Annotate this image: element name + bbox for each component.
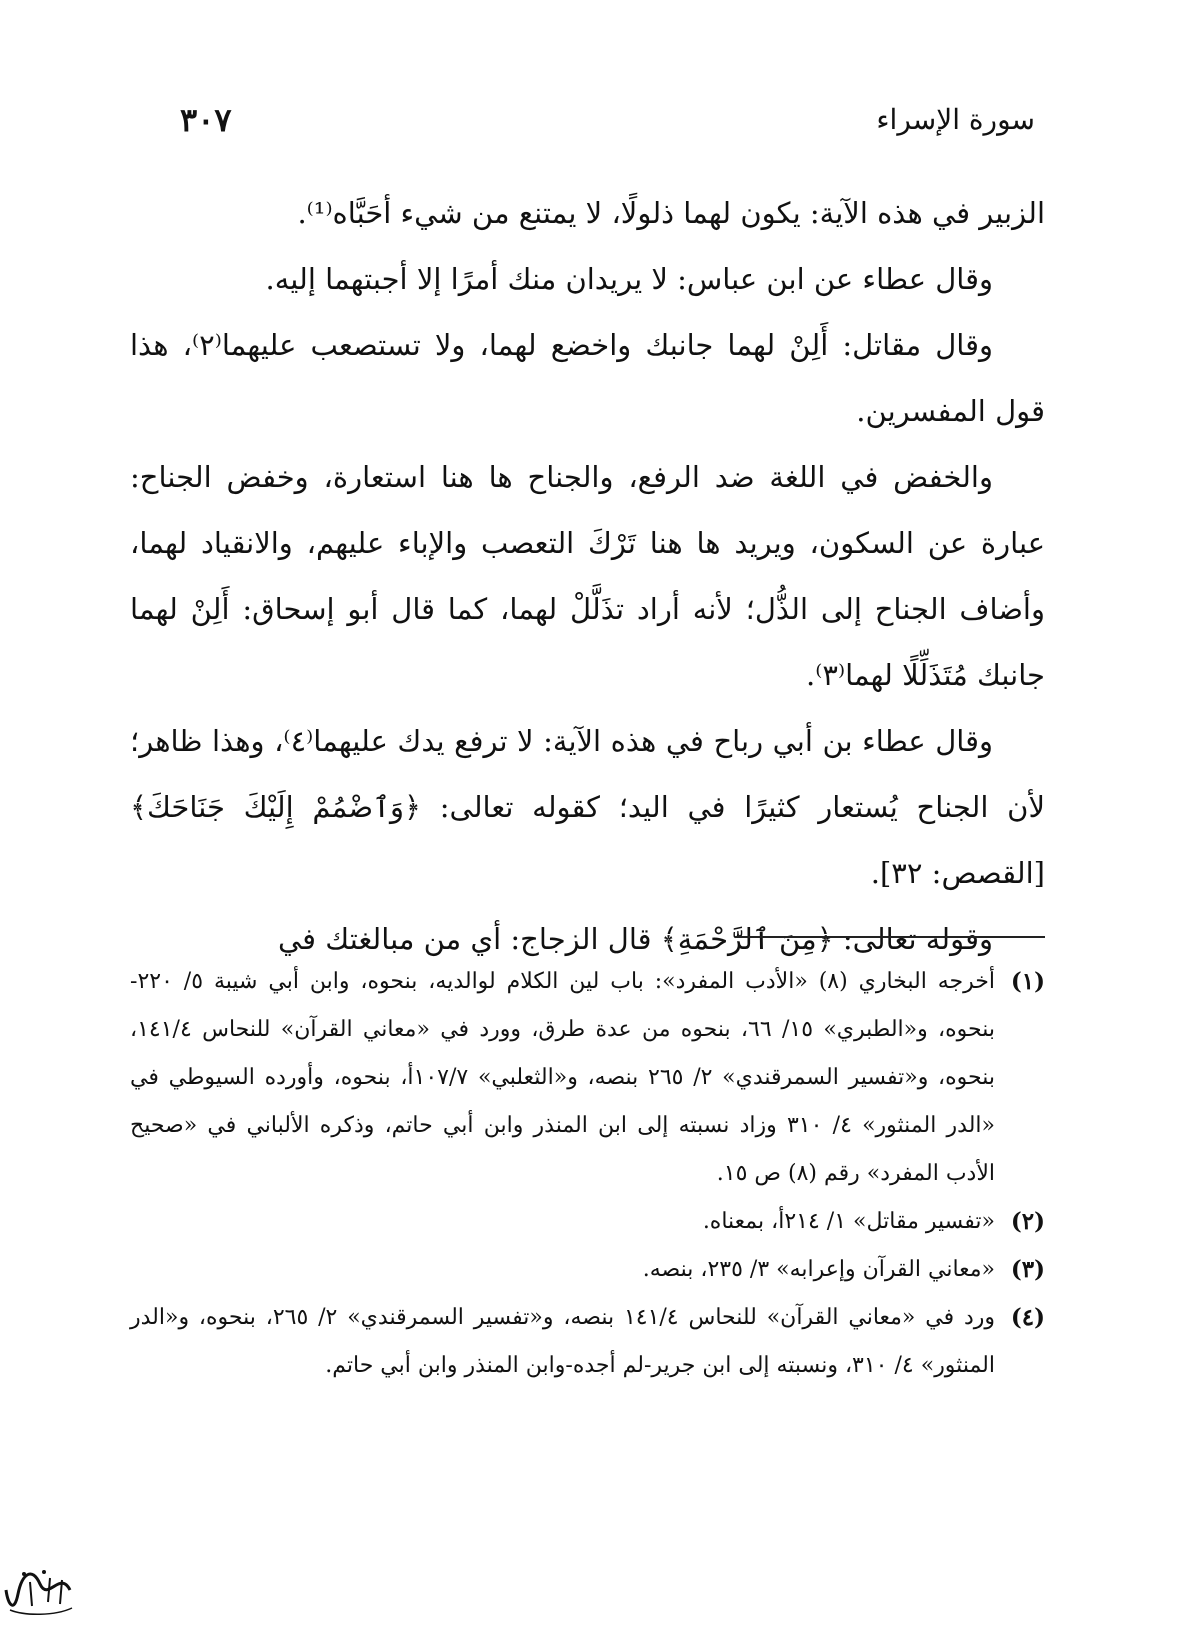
calligraphy-logo-icon bbox=[0, 1560, 80, 1620]
paragraph: وقال عطاء عن ابن عباس: لا يريدان منك أمرًا إلا أجبتهما إليه. bbox=[265, 262, 993, 296]
paragraph: وقوله تعالى: ﴿مِنَ ٱلرَّحْمَةِ﴾ قال الزجاج: أي من مبالغتك في bbox=[278, 922, 993, 956]
footnote-item bbox=[130, 958, 1045, 1198]
page-header bbox=[130, 100, 1035, 150]
paragraph: وقال مقاتل: أَلِنْ لهما جانبك واخضع لهما، ولا تستصعب عليهما⁽٢⁾، هذا قول المفسرين. bbox=[130, 328, 1045, 428]
footnote-number: (٤) bbox=[1010, 1304, 1045, 1331]
paragraph: والخفض في اللغة ضد الرفع، والجناح ها هنا استعارة، وخفض الجناح: عبارة عن السكون، ويريد ها هنا تَرْكَ التعصب والإباء عليهم، والانقياد لهما، وأضاف الجناح إلى الذُّل؛ لأنه أراد تذَلَّلْ لهما، كما قال أبو إسحاق: أَلِنْ لهما جانبك مُتَذَلِّلًا لهما⁽٣⁾. bbox=[130, 460, 1045, 692]
footnote-number: (١) bbox=[1010, 968, 1045, 995]
footnote-number: (٣) bbox=[1010, 1256, 1045, 1283]
footnote-text: «تفسير مقاتل» ١/ ٢١٤أ، بمعناه. bbox=[702, 1209, 995, 1234]
footnote-number: (٢) bbox=[1010, 1208, 1045, 1235]
main-text bbox=[130, 180, 1045, 972]
surah-title: سورة الإسراء bbox=[876, 103, 1035, 136]
footnote-item bbox=[130, 1294, 1045, 1390]
page-number: ٣٠٧ bbox=[180, 101, 232, 139]
footnote-text: ورد في «معاني القرآن» للنحاس ١٤١/٤ بنصه، و«تفسير السمرقندي» ٢/ ٢٦٥، بنحوه، و«الدر المنثور» ٤/ ٣١٠، ونسبته إلى ابن جرير-لم أجده-وابن المنذر وابن أبي حاتم. bbox=[130, 1305, 995, 1378]
publisher-logo bbox=[0, 1560, 80, 1620]
paragraph: وقال عطاء بن أبي رباح في هذه الآية: لا ترفع يدك عليهما⁽٤⁾، وهذا ظاهر؛ لأن الجناح يُستعار كثيرًا في اليد؛ كقوله تعالى: ﴿وَٱضْمُمْ إِلَيْكَ جَنَاحَكَ﴾ [القصص: ٣٢]. bbox=[130, 724, 1045, 890]
paragraph: الزبير في هذه الآية: يكون لهما ذلولًا، لا يمتنع من شيء أحَبَّاه⁽¹⁾. bbox=[297, 196, 1045, 230]
footnote-item bbox=[130, 1198, 1045, 1246]
footnote-text: أخرجه البخاري (٨) «الأدب المفرد»: باب لين الكلام لوالديه، بنحوه، وابن أبي شيبة ٥/ ٢٢٠- بنحوه، و«الطبري» ١٥/ ٦٦، بنحوه من عدة طرق، وورد في «معاني القرآن» للنحاس ١٤١/٤، بنحوه، و«تفسير السمرقندي» ٢/ ٢٦٥ بنصه، و«الثعلبي» ١٠٧/٧أ، بنحوه، وأورده السيوطي في «الدر المنثور» ٤/ ٣١٠ وزاد نسبته إلى ابن المنذر وابن أبي حاتم، وذكره الألباني في «صحيح الأدب المفرد» رقم (٨) ص ١٥. bbox=[130, 969, 996, 1186]
footnote-divider bbox=[735, 936, 1045, 938]
footnote-text: «معاني القرآن وإعرابه» ٣/ ٢٣٥، بنصه. bbox=[642, 1257, 995, 1282]
footnote-item bbox=[130, 1246, 1045, 1294]
footnotes bbox=[130, 958, 1045, 1390]
